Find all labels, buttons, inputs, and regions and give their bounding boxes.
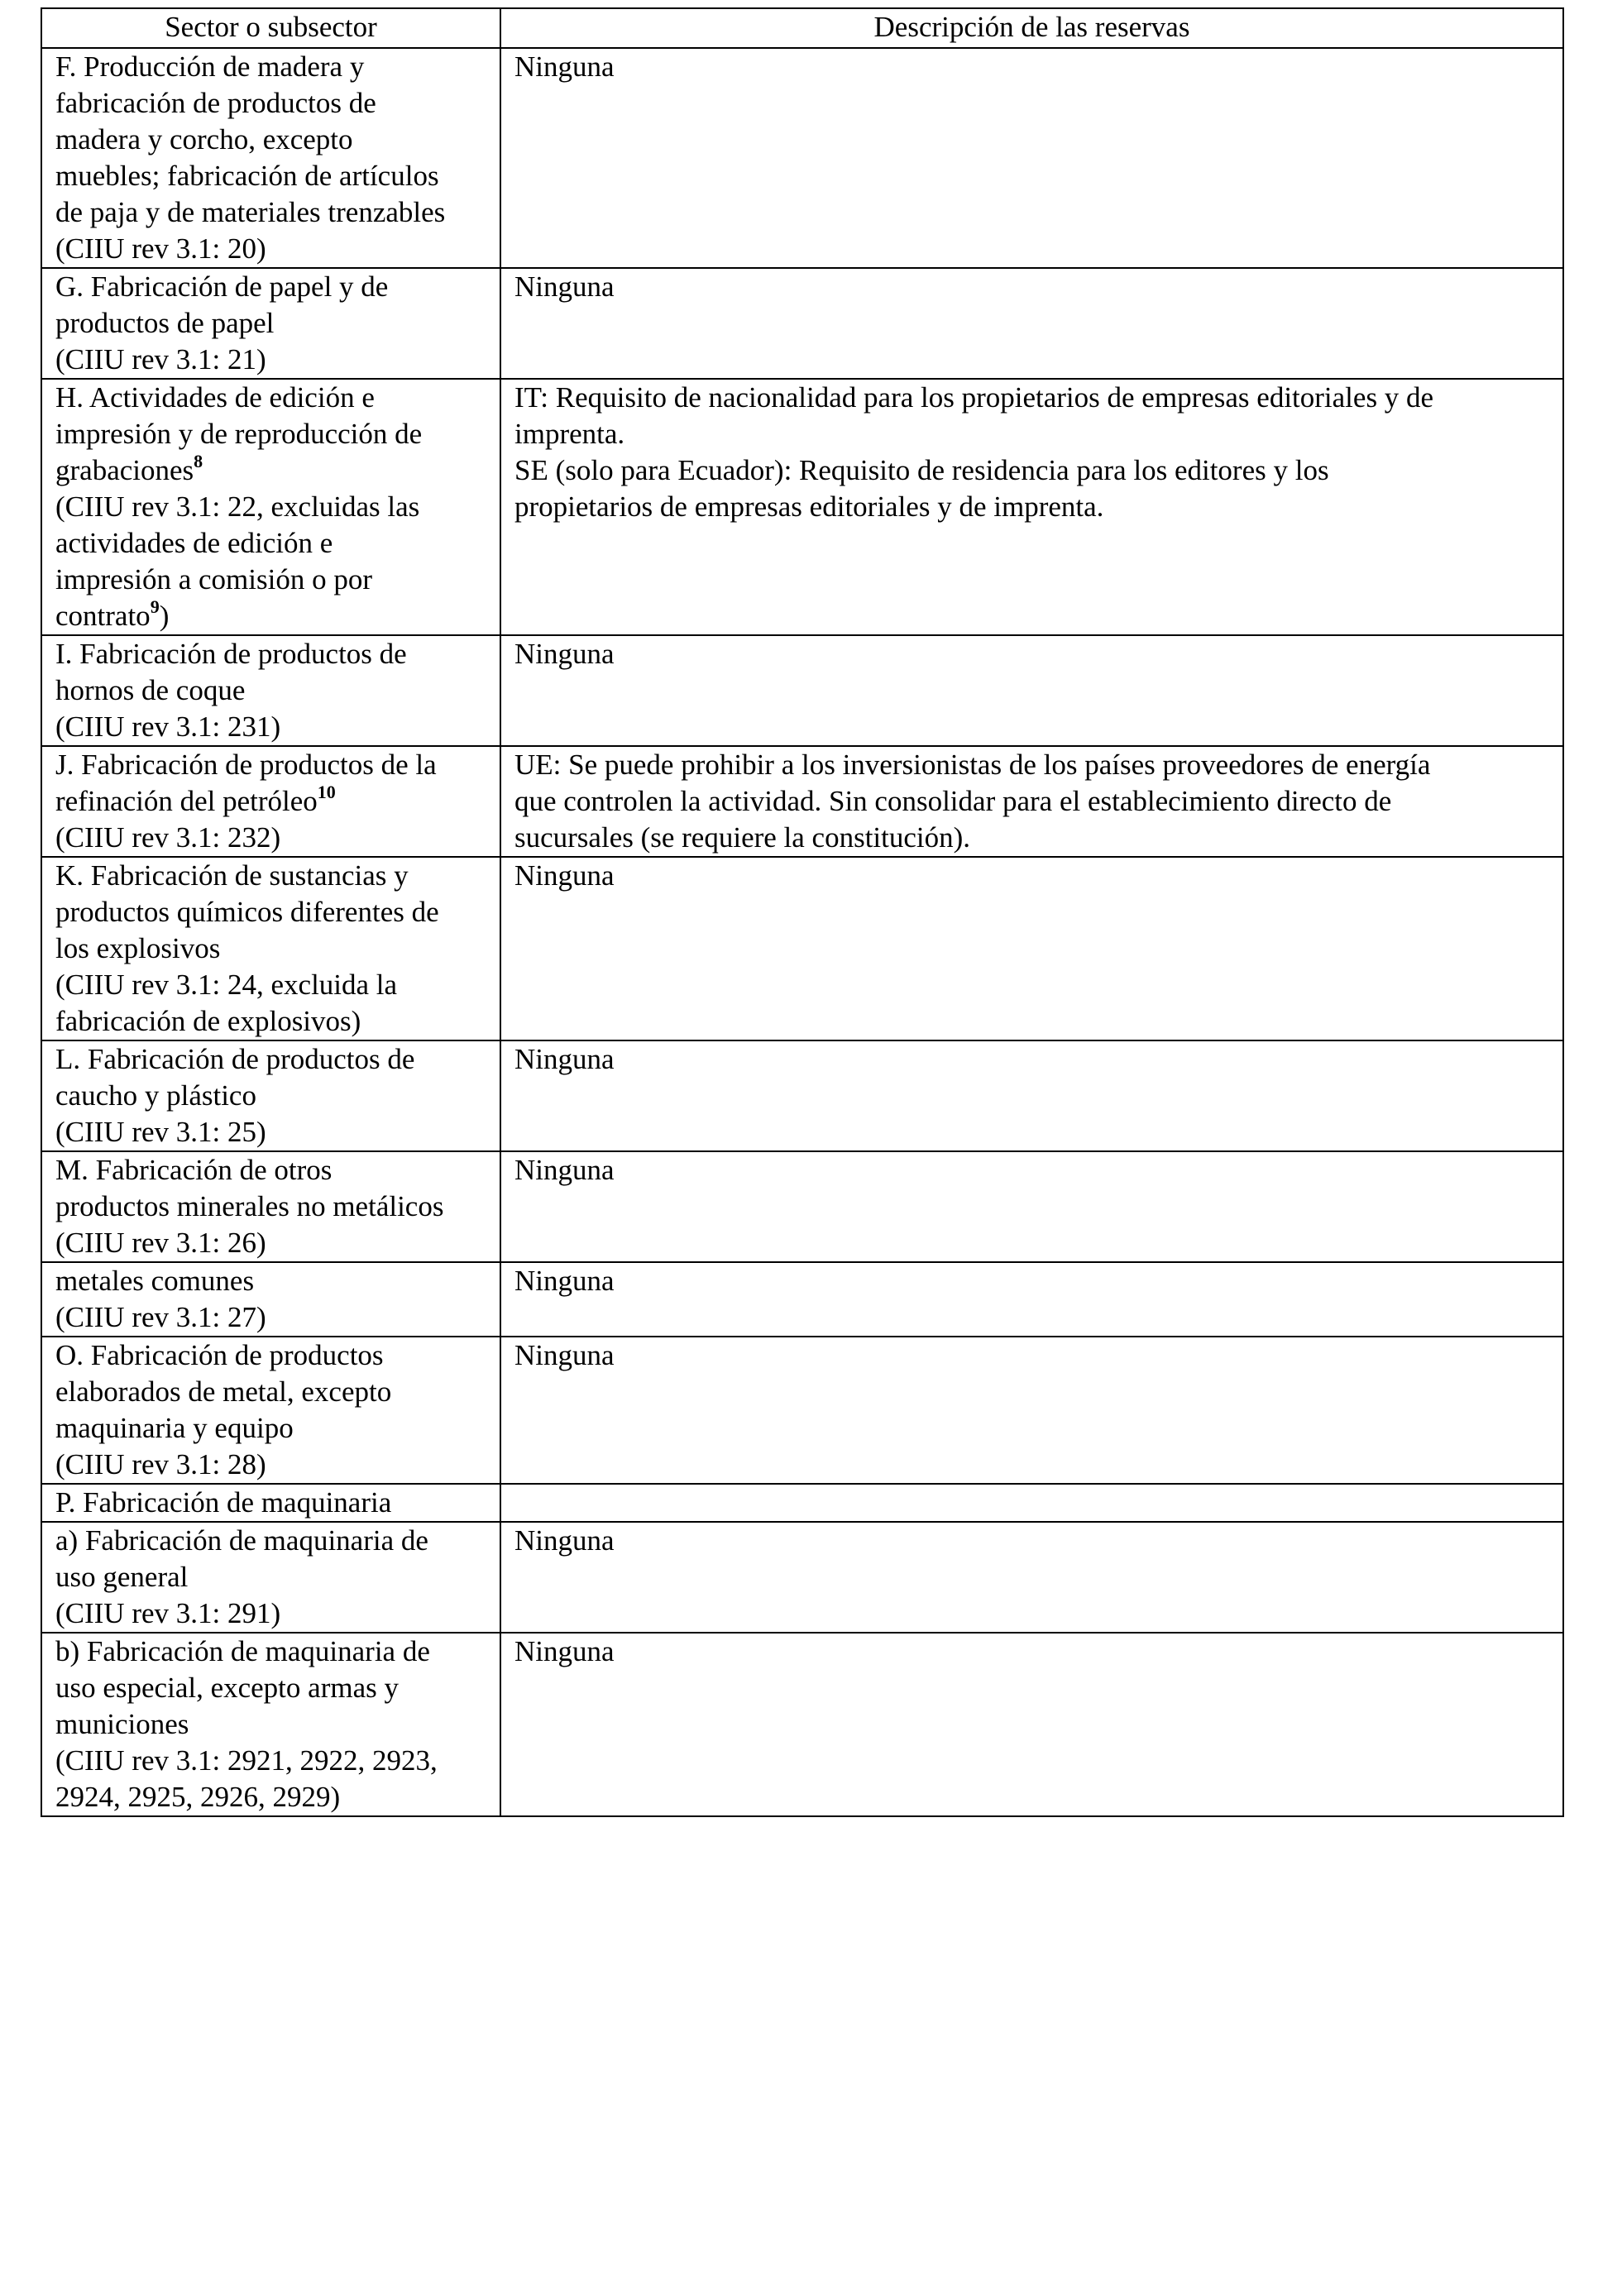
sector-text: L. Fabricación de productos de [55, 1043, 415, 1075]
sector-line [55, 231, 486, 267]
sector-line [55, 1041, 486, 1078]
table-row [41, 1337, 1563, 1484]
sector-line [55, 967, 486, 1003]
description-line [514, 452, 1549, 489]
sector-cell [41, 1484, 500, 1522]
sector-line [55, 1374, 486, 1410]
header-description: Descripción de las reservas [500, 8, 1563, 48]
description-text: Ninguna [514, 1043, 615, 1075]
sector-line [55, 1078, 486, 1114]
description-text: que controlen la actividad. Sin consolidar para el establecimiento directo de [514, 785, 1392, 817]
sector-line [55, 342, 486, 378]
sector-line [55, 672, 486, 709]
sector-line [55, 1225, 486, 1261]
description-line [514, 1263, 1549, 1299]
header-sector: Sector o subsector [41, 8, 500, 48]
sector-line [55, 1595, 486, 1632]
sector-text: (CIIU rev 3.1: 28) [55, 1448, 266, 1480]
sector-cell [41, 1633, 500, 1816]
sector-line [55, 562, 486, 598]
sector-line [55, 1189, 486, 1225]
sector-text: madera y corcho, excepto [55, 123, 353, 155]
description-cell [500, 1633, 1563, 1816]
table-row [41, 1262, 1563, 1337]
sector-text: (CIIU rev 3.1: 27) [55, 1301, 266, 1333]
table-row [41, 1040, 1563, 1151]
sector-text: H. Actividades de edición e [55, 381, 375, 414]
description-cell [500, 857, 1563, 1040]
sector-text: (CIIU rev 3.1: 26) [55, 1227, 266, 1259]
table-row [41, 1633, 1563, 1816]
sector-line [55, 1003, 486, 1040]
description-text: propietarios de empresas editoriales y de imprenta. [514, 490, 1104, 523]
sector-cell [41, 48, 500, 268]
sector-text: fabricación de explosivos) [55, 1005, 361, 1037]
sector-cell [41, 268, 500, 379]
sector-text: uso general [55, 1561, 189, 1593]
sector-cell [41, 1337, 500, 1484]
description-text: Ninguna [514, 638, 615, 670]
sector-line [55, 747, 486, 783]
footnote-marker: 10 [317, 782, 336, 803]
description-text: Ninguna [514, 1524, 615, 1557]
sector-text: refinación del petróleo [55, 785, 318, 817]
footnote-marker: 8 [194, 451, 203, 472]
description-cell [500, 1337, 1563, 1484]
sector-cell [41, 1040, 500, 1151]
sector-line [55, 1410, 486, 1447]
sector-text: I. Fabricación de productos de [55, 638, 407, 670]
sector-line [55, 1670, 486, 1706]
sector-text-suffix: ) [159, 600, 170, 632]
sector-line [55, 709, 486, 745]
table-row [41, 1484, 1563, 1522]
sector-cell [41, 857, 500, 1040]
sector-text: (CIIU rev 3.1: 231) [55, 710, 281, 743]
description-text: imprenta. [514, 418, 625, 450]
sector-text: O. Fabricación de productos [55, 1339, 384, 1371]
description-line [514, 858, 1549, 894]
sector-text: (CIIU rev 3.1: 22, excluidas las [55, 490, 420, 523]
sector-text: (CIIU rev 3.1: 291) [55, 1597, 281, 1629]
description-text: UE: Se puede prohibir a los inversionistas de los países proveedores de energía [514, 749, 1431, 781]
sector-line [55, 305, 486, 342]
sector-text: 2924, 2925, 2926, 2929) [55, 1781, 341, 1813]
sector-text: productos minerales no metálicos [55, 1190, 444, 1222]
description-cell [500, 1484, 1563, 1522]
sector-cell [41, 1262, 500, 1337]
sector-text: hornos de coque [55, 674, 246, 706]
sector-line [55, 1152, 486, 1189]
description-text: Ninguna [514, 859, 615, 892]
sector-line [55, 1523, 486, 1559]
reservations-table [41, 7, 1564, 1817]
sector-text: P. Fabricación de maquinaria [55, 1486, 392, 1519]
sector-line [55, 1114, 486, 1150]
description-text: Ninguna [514, 1339, 615, 1371]
sector-text: uso especial, excepto armas y [55, 1672, 399, 1704]
description-line [514, 1152, 1549, 1189]
description-text: Ninguna [514, 1635, 615, 1667]
table-row [41, 1151, 1563, 1262]
table-row [41, 746, 1563, 857]
sector-line [55, 122, 486, 158]
description-line [514, 1041, 1549, 1078]
sector-text: impresión y de reproducción de [55, 418, 423, 450]
sector-line [55, 1706, 486, 1743]
sector-text: contrato [55, 600, 151, 632]
description-cell [500, 1522, 1563, 1633]
footnote-marker: 9 [150, 596, 160, 618]
sector-cell [41, 379, 500, 635]
sector-line [55, 598, 486, 634]
sector-cell [41, 635, 500, 746]
description-line [514, 747, 1549, 783]
sector-line [55, 858, 486, 894]
table-row [41, 857, 1563, 1040]
table-row [41, 48, 1563, 268]
sector-text: los explosivos [55, 932, 221, 964]
sector-line [55, 930, 486, 967]
sector-text: a) Fabricación de maquinaria de [55, 1524, 428, 1557]
sector-text: b) Fabricación de maquinaria de [55, 1635, 430, 1667]
table-row [41, 379, 1563, 635]
sector-line [55, 1485, 486, 1521]
sector-text: (CIIU rev 3.1: 2921, 2922, 2923, [55, 1744, 438, 1777]
description-text: Ninguna [514, 270, 615, 303]
sector-text: (CIIU rev 3.1: 232) [55, 821, 281, 854]
description-line [514, 489, 1549, 525]
description-cell [500, 48, 1563, 268]
sector-text: municiones [55, 1708, 189, 1740]
sector-text: actividades de edición e [55, 527, 333, 559]
sector-line [55, 894, 486, 930]
description-text: Ninguna [514, 50, 615, 83]
description-cell [500, 1262, 1563, 1337]
description-cell [500, 746, 1563, 857]
sector-line [55, 636, 486, 672]
sector-text: (CIIU rev 3.1: 21) [55, 343, 266, 375]
sector-line [55, 1263, 486, 1299]
sector-line [55, 416, 486, 452]
sector-line [55, 85, 486, 122]
sector-text: F. Producción de madera y [55, 50, 365, 83]
sector-line [55, 380, 486, 416]
description-line [514, 49, 1549, 85]
description-text: SE (solo para Ecuador): Requisito de residencia para los editores y los [514, 454, 1329, 486]
sector-text: muebles; fabricación de artículos [55, 160, 439, 192]
sector-line [55, 783, 486, 820]
sector-cell [41, 1151, 500, 1262]
sector-text: productos de papel [55, 307, 275, 339]
sector-text: J. Fabricación de productos de la [55, 749, 437, 781]
sector-line [55, 1634, 486, 1670]
table-row [41, 268, 1563, 379]
description-text: sucursales (se requiere la constitución). [514, 821, 971, 854]
sector-line [55, 1447, 486, 1483]
description-line [514, 1523, 1549, 1559]
sector-line [55, 1337, 486, 1374]
description-line [514, 269, 1549, 305]
sector-text: fabricación de productos de [55, 87, 376, 119]
description-cell [500, 379, 1563, 635]
description-line [514, 380, 1549, 416]
sector-line [55, 158, 486, 194]
sector-line [55, 49, 486, 85]
sector-text: (CIIU rev 3.1: 24, excluida la [55, 969, 398, 1001]
description-cell [500, 1040, 1563, 1151]
sector-text: K. Fabricación de sustancias y [55, 859, 409, 892]
sector-text: G. Fabricación de papel y de [55, 270, 389, 303]
description-line [514, 783, 1549, 820]
description-line [514, 1337, 1549, 1374]
sector-line [55, 194, 486, 231]
sector-line [55, 489, 486, 525]
table-body [41, 48, 1563, 1816]
sector-line [55, 452, 486, 489]
sector-line [55, 269, 486, 305]
description-text: Ninguna [514, 1265, 615, 1297]
sector-text: grabaciones [55, 454, 194, 486]
sector-text: productos químicos diferentes de [55, 896, 439, 928]
sector-text: (CIIU rev 3.1: 25) [55, 1116, 266, 1148]
description-cell [500, 635, 1563, 746]
sector-line [55, 1779, 486, 1815]
description-text: Ninguna [514, 1154, 615, 1186]
sector-cell [41, 1522, 500, 1633]
sector-text: M. Fabricación de otros [55, 1154, 333, 1186]
description-cell [500, 1151, 1563, 1262]
description-cell [500, 268, 1563, 379]
sector-text: maquinaria y equipo [55, 1412, 294, 1444]
table-row [41, 1522, 1563, 1633]
table-header-row [41, 8, 1563, 48]
sector-text: metales comunes [55, 1265, 255, 1297]
description-line [514, 636, 1549, 672]
description-text: IT: Requisito de nacionalidad para los propietarios de empresas editoriales y de [514, 381, 1434, 414]
sector-text: caucho y plástico [55, 1079, 256, 1112]
table-row [41, 635, 1563, 746]
description-line [514, 820, 1549, 856]
sector-line [55, 525, 486, 562]
sector-text: elaborados de metal, excepto [55, 1375, 392, 1408]
sector-line [55, 1559, 486, 1595]
sector-line [55, 820, 486, 856]
sector-text: de paja y de materiales trenzables [55, 196, 446, 228]
description-line [514, 1634, 1549, 1670]
description-line [514, 416, 1549, 452]
sector-line [55, 1299, 486, 1336]
sector-text: (CIIU rev 3.1: 20) [55, 232, 266, 265]
sector-cell [41, 746, 500, 857]
sector-text: impresión a comisión o por [55, 563, 373, 596]
sector-line [55, 1743, 486, 1779]
